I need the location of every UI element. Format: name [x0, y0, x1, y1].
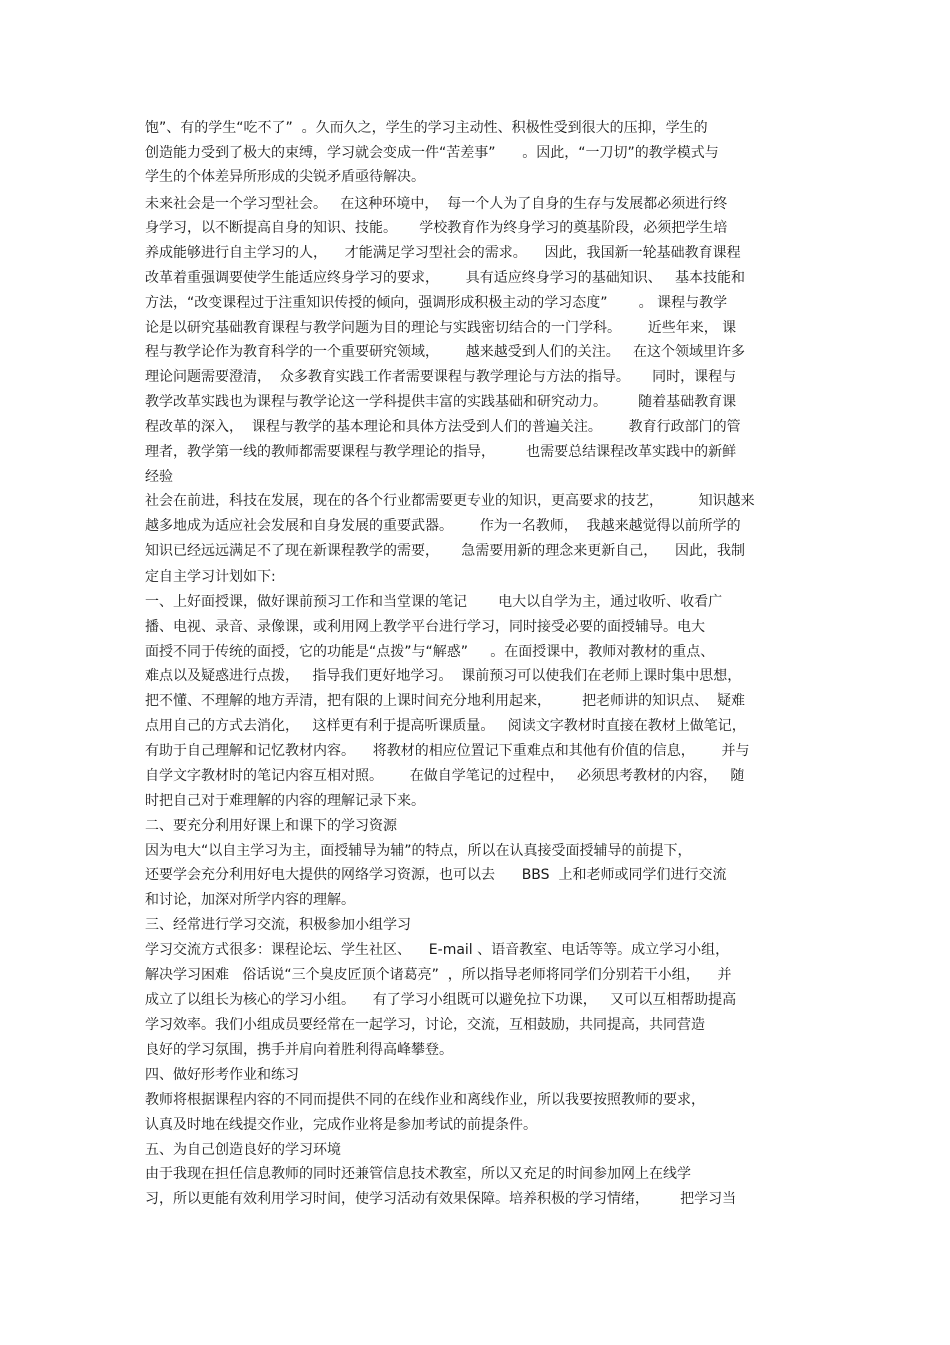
text-line: 解决学习困难 俗话说“三个臭皮匠顶个诸葛亮” ，所以指导老师将同学们分别若干小组， 并: [145, 967, 732, 983]
text-line: 身学习，以不断提高自身的知识、技能。 学校教育作为终身学习的奠基阶段，必须把学生培: [145, 220, 728, 236]
text-line: 把不懂、不理解的地方弄清，把有限的上课时间充分地利用起来， 把老师讲的知识点、 疑难: [145, 693, 746, 709]
text-line: 有助于自己理解和记忆教材内容。 将教材的相应位置记下重难点和其他有价值的信息， 并与: [145, 743, 750, 759]
text-line: 时把自己对于难理解的内容的理解记录下来。: [145, 793, 425, 809]
text-line: 程与教学论作为教育科学的一个重要研究领域， 越来越受到人们的关注。 在这个领域里许多: [145, 344, 746, 360]
text-line: 和讨论，加深对所学内容的理解。: [145, 892, 355, 908]
text-line: 成立了以组长为核心的学习小组。 有了学习小组既可以避免拉下功课， 又可以互相帮助提高: [145, 992, 737, 1008]
section-heading: 五、为自己创造良好的学习环境: [145, 1142, 341, 1158]
text-line: 学习交流方式很多：课程论坛、学生社区、 E-mail 、语音教室、电话等等。成立学习小组，: [145, 942, 730, 958]
text-line: 由于我现在担任信息教师的同时还兼管信息技术教室，所以又充足的时间参加网上在线学: [145, 1166, 691, 1182]
text-line: 点用自己的方式去消化， 这样更有利于提高听课质量。 阅读文字教材时直接在教材上做笔记，: [145, 718, 746, 734]
text-line: 饱”、有的学生“吃不了” 。久而久之，学生的学习主动性、积极性受到很大的压抑，学生的: [145, 120, 708, 136]
text-line: 程改革的深入， 课程与教学的基本理论和具体方法受到人们的普遍关注。 教育行政部门的管: [145, 419, 741, 435]
text-line: 良好的学习氛围，携手并肩向着胜利得高峰攀登。: [145, 1042, 453, 1058]
text-line: 改革着重强调要使学生能适应终身学习的要求， 具有适应终身学习的基础知识、 基本技能和: [145, 270, 746, 286]
text-line: 定自主学习计划如下:: [145, 569, 276, 585]
text-line: 播、电视、录音、录像课，或利用网上教学平台进行学习，同时接受必要的面授辅导。电大: [145, 619, 705, 635]
text-line: 教师将根据课程内容的不同而提供不同的在线作业和离线作业，所以我要按照教师的要求，: [145, 1092, 705, 1108]
text-line: 社会在前进，科技在发展，现在的各个行业都需要更专业的知识，更高要求的技艺， 知识越来: [145, 493, 755, 509]
text-line: 理论问题需要澄清， 众多教育实践工作者需要课程与教学理论与方法的指导。 同时，课程与: [145, 369, 737, 385]
text-line: 知识已经远远满足不了现在新课程教学的需要， 急需要用新的理念来更新自己， 因此，我制: [145, 543, 746, 559]
text-line: 经验: [145, 469, 173, 485]
text-line: 创造能力受到了极大的束缚，学习就会变成一件“苦差事” 。因此，“一刀切”的教学模式与: [145, 145, 719, 161]
text-line: 因为电大“以自主学习为主，面授辅导为辅”的特点，所以在认真接受面授辅导的前提下，: [145, 843, 692, 859]
text-line: 教学改革实践也为课程与教学论这一学科提供丰富的实践基础和研究动力。 随着基础教育课: [145, 394, 737, 410]
text-line: 论是以研究基础教育课程与教学问题为目的理论与实践密切结合的一门学科。 近些年来， 课: [145, 320, 737, 336]
text-line: 难点以及疑惑进行点拨， 指导我们更好地学习。 课前预习可以使我们在老师上课时集中思想，: [145, 668, 742, 684]
text-line: 面授不同于传统的面授，它的功能是“点拨”与“解惑” 。在面授课中，教师对教材的重点、: [145, 644, 715, 660]
section-heading: 三、经常进行学习交流，积极参加小组学习: [145, 917, 411, 933]
text-line: 越多地成为适应社会发展和自身发展的重要武器。 作为一名教师， 我越来越觉得以前所学的: [145, 518, 741, 534]
section-heading: 二、要充分利用好课上和课下的学习资源: [145, 818, 397, 834]
text-line: 习，所以更能有效利用学习时间，使学习活动有效果保障。培养积极的学习情绪， 把学习当: [145, 1191, 737, 1207]
text-line: 方法，“改变课程过于注重知识传授的倾向，强调形成积极主动的学习态度” 。 课程与教学: [145, 295, 728, 311]
section-heading: 四、做好形考作业和练习: [145, 1067, 299, 1083]
text-line: 自学文字教材时的笔记内容互相对照。 在做自学笔记的过程中， 必须思考教材的内容， 随: [145, 768, 745, 784]
text-line: 还要学会充分利用好电大提供的网络学习资源，也可以去 BBS 上和老师或同学们进行交流: [145, 867, 727, 883]
text-line: 学习效率。我们小组成员要经常在一起学习，讨论，交流，互相鼓励，共同提高，共同营造: [145, 1017, 705, 1033]
text-line: 一、上好面授课，做好课前预习工作和当堂课的笔记 电大以自学为主，通过收听、收看广: [145, 594, 723, 610]
text-line: 养成能够进行自主学习的人， 才能满足学习型社会的需求。 因此，我国新一轮基础教育课程: [145, 245, 741, 261]
text-line: 认真及时地在线提交作业，完成作业将是参加考试的前提条件。: [145, 1117, 537, 1133]
text-line: 理者，教学第一线的教师都需要课程与教学理论的指导， 也需要总结课程改革实践中的新鲜: [145, 444, 737, 460]
text-line: 学生的个体差异所形成的尖锐矛盾亟待解决。: [145, 169, 425, 185]
text-line: 未来社会是一个学习型社会。 在这种环境中， 每一个人为了自身的生存与发展都必须进行终: [145, 196, 728, 212]
